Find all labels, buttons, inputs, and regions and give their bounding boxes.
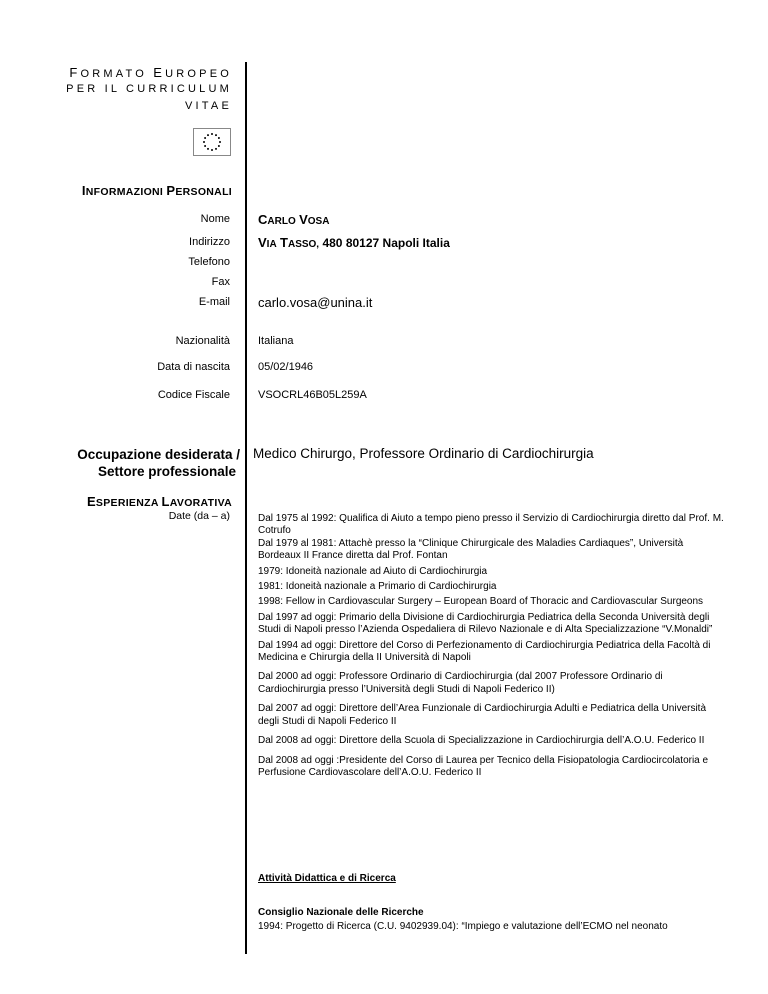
experience-entry: Dal 2000 ad oggi: Professore Ordinario di Cardiochirurgia (dal 2007 Professore Ordinario di Cardiochirurgia presso l’Università degli Studi di Napoli Federico II) <box>258 671 663 695</box>
label-telefono: Telefono <box>188 256 230 268</box>
label-nazionalita: Nazionalità <box>175 335 230 347</box>
label-indirizzo: Indirizzo <box>189 236 230 248</box>
experience-entry: 1981: Idoneità nazionale a Primario di Cardiochirurgia <box>258 581 497 593</box>
label-email: E-mail <box>198 296 230 308</box>
value-codice-fiscale: VSOCRL46B05L259A <box>258 389 367 401</box>
experience-entry: Dal 1994 ad oggi: Direttore del Corso di Perfezionamento di Cardiochirurgia Pediatrica della Facoltà di Medicina e Chirurgia della II Università di Napoli <box>258 639 711 664</box>
value-nome: CARLO VOSA <box>258 212 330 227</box>
experience-entry: Dal 2008 ad oggi: Direttore della Scuola di Specializzazione in Cardiochirurgia dell’A.O.U. Federico II <box>258 735 705 747</box>
experience-entry: Dal 2007 ad oggi: Direttore dell’Area Funzionale di Cardiochirurgia Adulti e Pediatrica della Università degli Studi di Napoli Federico II <box>258 703 707 727</box>
value-nazionalita: Italiana <box>258 335 294 347</box>
research-text: 1994: Progetto di Ricerca (C.U. 9402939.04): “Impiego e valutazione dell’ECMO nel neonato <box>258 921 668 932</box>
experience-entry: Dal 1975 al 1992: Qualifica di Aiuto a tempo pieno presso il Servizio di Cardiochirurgia diretto dal Prof. M. Cotrufo <box>258 513 724 537</box>
research-heading: Attività Didattica e di Ricerca <box>258 873 396 884</box>
value-indirizzo: VIA TASSO, 480 80127 Napoli Italia <box>258 235 450 250</box>
label-data-nascita: Data di nascita <box>157 361 230 373</box>
occupation-label-line2: Settore professionale <box>97 464 236 479</box>
value-email[interactable]: carlo.vosa@unina.it <box>258 295 373 310</box>
value-data-nascita: 05/02/1946 <box>258 361 314 373</box>
research-subheading: Consiglio Nazionale delle Ricerche <box>258 907 424 918</box>
cv-title-line2: PER IL CURRICULUM <box>66 83 232 95</box>
cv-title-line1: FORMATO EUROPEO <box>69 65 232 80</box>
occupation-value: Medico Chirurgo, Professore Ordinario di Cardiochirurgia <box>253 446 594 461</box>
label-codice-fiscale: Codice Fiscale <box>157 389 230 401</box>
experience-entry: Dal 1979 al 1981: Attachè presso la “Clinique Chirurgicale des Maladies Cardiaques”, Università Bordeaux II France diretta dal Prof. Fontan <box>258 537 684 562</box>
section-title-personal: INFORMAZIONI PERSONALI <box>81 183 232 198</box>
label-nome: Nome <box>200 213 230 225</box>
experience-list <box>258 513 728 782</box>
experience-entry: Dal 1997 ad oggi: Primario della Divisione di Cardiochirurgia Pediatrica della Seconda Università degli Studi di Napoli presso l’Azienda Ospedaliera di Rilevo Nazionale e di Alta Specializzazione “V.Monaldi” <box>258 611 713 636</box>
experience-entry: 1998: Fellow in Cardiovascular Surgery – European Board of Thoracic and Cardiovascular Surgeons <box>258 596 704 608</box>
section-title-experience: ESPERIENZA LAVORATIVA <box>86 494 232 509</box>
occupation-label-line1: Occupazione desiderata / <box>77 447 240 462</box>
label-fax: Fax <box>211 276 230 288</box>
eu-flag-icon <box>193 128 231 156</box>
experience-entry: 1979: Idoneità nazionale ad Aiuto di Cardiochirurgia <box>258 565 488 577</box>
column-divider <box>245 62 247 954</box>
cv-title-line3: VITAE <box>185 100 232 112</box>
label-date: Date (da – a) <box>168 510 230 522</box>
experience-entry: Dal 2008 ad oggi :Presidente del Corso di Laurea per Tecnico della Fisiopatologia Cardiocircolatoria e Perfusione Cardiovascolare dell’A.O.U. Federico II <box>258 754 709 778</box>
